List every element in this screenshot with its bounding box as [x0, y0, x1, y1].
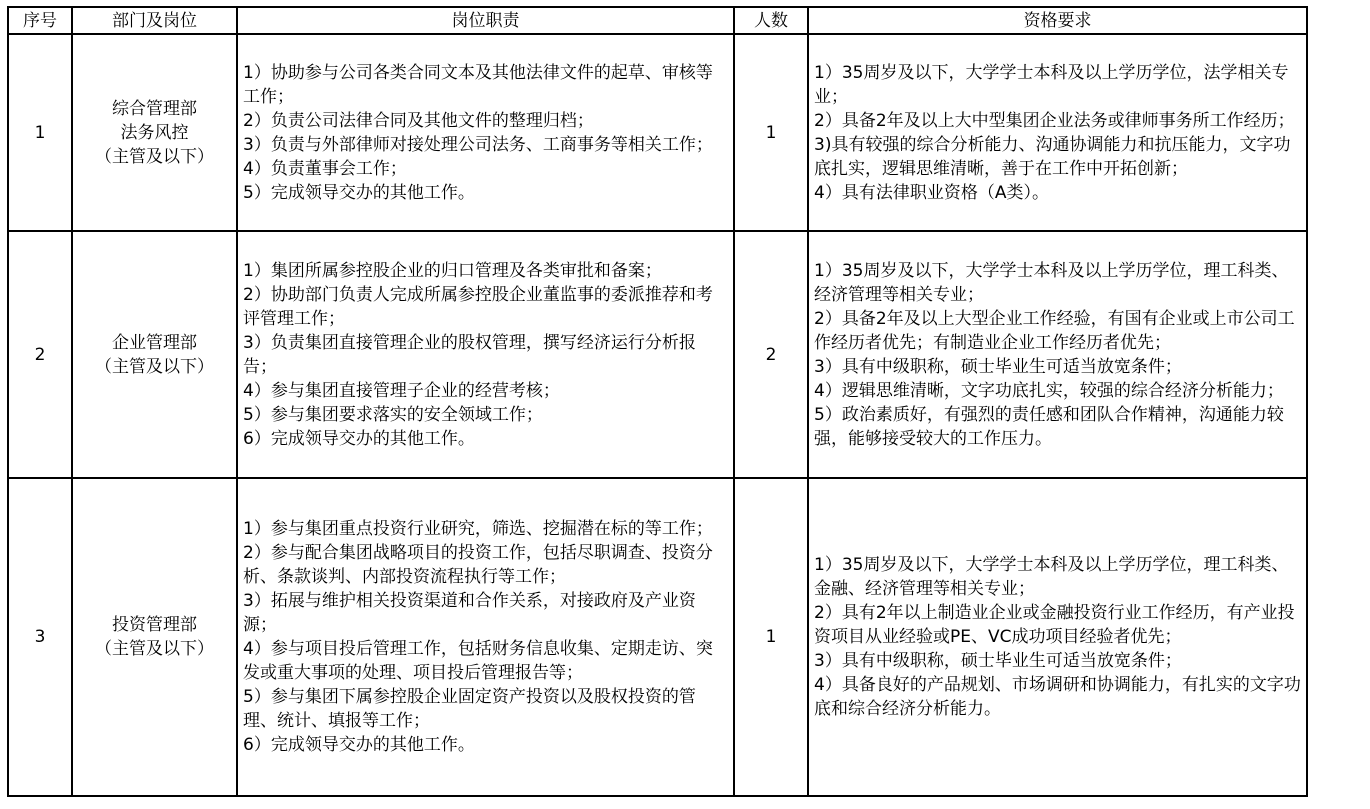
requirement-item: 3）具有中级职称，硕士毕业生可适当放宽条件；: [814, 651, 1182, 671]
duty-item: 1）集团所属参控股企业的归口管理及各类审批和备案；: [243, 260, 662, 281]
duty-item: 1）参与集团重点投资行业研究，筛选、挖掘潜在标的等工作；: [243, 519, 713, 539]
requirement-item: 4）具有法律职业资格（A类）。: [814, 182, 1049, 203]
department-line: 投资管理部: [112, 615, 197, 635]
requirement-item: 2）具备2年及以上大型企业工作经验，有国有企业或上市公司工作经历者优先；有制造业企业工作经历者优先；: [814, 308, 1295, 353]
department-cell: [72, 478, 237, 796]
requirement-item: 1）35周岁及以下，大学学士本科及以上学历学位，理工科类、金融、经济管理等相关专业；: [814, 555, 1289, 599]
header-row: [8, 7, 1307, 34]
department-line: （主管及以下）: [95, 146, 214, 167]
requirement-item: 5）政治素质好，有强烈的责任感和团队合作精神，沟通能力较强，能够接受较大的工作压力。: [814, 404, 1284, 449]
requirements-cell: [808, 34, 1307, 231]
requirements-cell: [808, 478, 1307, 796]
department-cell: [72, 231, 237, 478]
duty-item: 1）协助参与公司各类合同文本及其他法律文件的起草、审核等工作；: [243, 62, 713, 107]
duty-item: 6）完成领导交办的其他工作。: [243, 428, 475, 449]
header-no: 序号: [8, 7, 72, 34]
duty-item: 2）参与配合集团战略项目的投资工作，包括尽职调查、投资分析、条款谈判、内部投资流程执行等工作；: [243, 543, 713, 587]
duties-cell: [237, 34, 734, 231]
duty-item: 3）负责与外部律师对接处理公司法务、工商事务等相关工作；: [243, 134, 713, 155]
requirement-item: 1）35周岁及以下，大学学士本科及以上学历学位，法学相关专业；: [814, 62, 1289, 107]
duty-item: 2）负责公司法律合同及其他文件的整理归档；: [243, 110, 594, 131]
header-requirements: 资格要求: [808, 7, 1307, 34]
requirement-item: 2）具备2年及以上大中型集团企业法务或律师事务所工作经历；: [814, 110, 1295, 131]
row-number: 2: [8, 231, 72, 478]
header-duties: 岗位职责: [237, 7, 734, 34]
duty-item: 5）参与集团要求落实的安全领域工作；: [243, 404, 543, 425]
headcount: 2: [734, 231, 808, 478]
department-line: （主管及以下）: [95, 639, 214, 659]
department-line: 企业管理部: [112, 332, 197, 353]
duty-item: 3）拓展与维护相关投资渠道和合作关系，对接政府及产业资源；: [243, 591, 696, 635]
duty-item: 3）负责集团直接管理企业的股权管理，撰写经济运行分析报告；: [243, 332, 696, 377]
row-number: 1: [8, 34, 72, 231]
duty-item: 5）参与集团下属参控股企业固定资产投资以及股权投资的管理、统计、填报等工作；: [243, 687, 696, 731]
table-row: [8, 231, 1307, 478]
requirement-item: 4）具备良好的产品规划、市场调研和协调能力，有扎实的文字功底和综合经济分析能力。: [814, 675, 1301, 719]
duty-item: 2）协助部门负责人完成所属参控股企业董监事的委派推荐和考评管理工作；: [243, 284, 713, 329]
headcount: 1: [734, 34, 808, 231]
requirement-item: 2）具有2年以上制造业企业或金融投资行业工作经历，有产业投资项目从业经验或PE、VC成功项目经验者优先；: [814, 603, 1295, 647]
duty-item: 5）完成领导交办的其他工作。: [243, 182, 475, 203]
row-number: 3: [8, 478, 72, 796]
duties-cell: [237, 231, 734, 478]
department-line: 综合管理部: [112, 98, 197, 119]
department-cell: [72, 34, 237, 231]
duty-item: 4）参与集团直接管理子企业的经营考核；: [243, 380, 560, 401]
requirement-item: 3）具有中级职称，硕士毕业生可适当放宽条件；: [814, 356, 1182, 377]
duty-item: 6）完成领导交办的其他工作。: [243, 735, 475, 755]
department-line: （主管及以下）: [95, 356, 214, 377]
requirement-item: 4）逻辑思维清晰，文字功底扎实，较强的综合经济分析能力；: [814, 380, 1284, 401]
recruitment-table: [7, 6, 1308, 797]
table-row: [8, 478, 1307, 796]
department-line: 法务风控: [120, 122, 189, 143]
requirements-cell: [808, 231, 1307, 478]
requirement-item: 1）35周岁及以下，大学学士本科及以上学历学位，理工科类、经济管理等相关专业；: [814, 260, 1289, 305]
duties-cell: [237, 478, 734, 796]
duty-item: 4）负责董事会工作；: [243, 158, 407, 179]
header-count: 人数: [734, 7, 808, 34]
duty-item: 4）参与项目投后管理工作，包括财务信息收集、定期走访、突发或重大事项的处理、项目投后管理报告等；: [243, 639, 713, 683]
header-dept: 部门及岗位: [72, 7, 237, 34]
headcount: 1: [734, 478, 808, 796]
table-row: [8, 34, 1307, 231]
requirement-item: 3)具有较强的综合分析能力、沟通协调能力和抗压能力，文字功底扎实，逻辑思维清晰，善于在工作中开拓创新；: [814, 134, 1291, 179]
